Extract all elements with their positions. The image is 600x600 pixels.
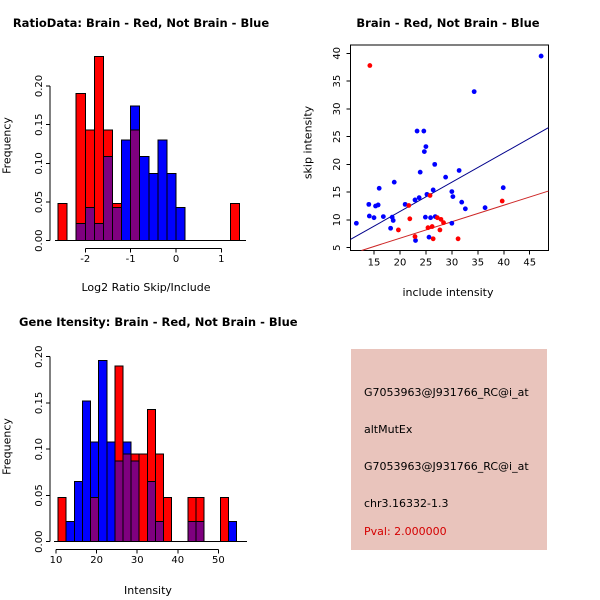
svg-text:20: 20 — [332, 158, 343, 171]
scatter-xlabel: include intensity — [402, 286, 494, 299]
svg-text:20: 20 — [90, 555, 103, 566]
svg-text:0: 0 — [172, 254, 180, 265]
svg-text:0.05: 0.05 — [34, 484, 45, 507]
svg-text:1: 1 — [218, 254, 225, 265]
svg-text:50: 50 — [212, 555, 225, 566]
intensity-histogram-ylabel: Frequency — [0, 418, 14, 475]
svg-text:30: 30 — [332, 102, 343, 116]
svg-text:40: 40 — [171, 555, 185, 566]
svg-text:0.20: 0.20 — [34, 345, 45, 368]
info-panel — [351, 349, 547, 550]
svg-text:0.20: 0.20 — [34, 74, 45, 98]
svg-text:20: 20 — [393, 257, 407, 269]
svg-text:15: 15 — [332, 185, 343, 199]
svg-text:30: 30 — [445, 257, 459, 269]
svg-text:0.10: 0.10 — [34, 438, 45, 461]
locus-line: chr3.16332-1.3 — [364, 497, 449, 510]
scatter-ylabel: skip intensity — [301, 105, 315, 180]
svg-text:-1: -1 — [125, 254, 136, 265]
svg-text:35: 35 — [471, 257, 485, 269]
svg-text:0.05: 0.05 — [34, 190, 45, 214]
svg-text:30: 30 — [130, 555, 144, 566]
svg-text:0.15: 0.15 — [34, 391, 45, 415]
svg-text:10: 10 — [332, 213, 343, 227]
svg-text:-2: -2 — [80, 254, 91, 265]
svg-text:15: 15 — [367, 257, 381, 269]
svg-text:40: 40 — [497, 257, 511, 269]
intensity-histogram-xlabel: Intensity — [124, 584, 172, 597]
pval-line: Pval: 2.000000 — [364, 525, 447, 538]
scatter-title: Brain - Red, Not Brain - Blue — [356, 16, 540, 30]
ratio-histogram-title: RatioData: Brain - Red, Not Brain - Blue — [12, 16, 270, 30]
ratio-histogram-xlabel: Log2 Ratio Skip/Include — [81, 281, 211, 294]
svg-text:10: 10 — [49, 555, 63, 566]
event-type-line: altMutEx — [364, 423, 413, 436]
probe-id-line-2: G7053963@J931766_RC@i_at — [364, 460, 529, 473]
svg-text:0.10: 0.10 — [34, 152, 45, 175]
svg-text:45: 45 — [523, 257, 537, 269]
svg-text:25: 25 — [332, 130, 343, 143]
svg-text:0.00: 0.00 — [34, 530, 45, 553]
intensity-histogram-title: Gene Itensity: Brain - Red, Not Brain - Blue — [19, 315, 298, 329]
svg-text:0.00: 0.00 — [34, 229, 45, 252]
svg-text:35: 35 — [332, 74, 343, 88]
svg-text:25: 25 — [419, 257, 433, 269]
svg-text:0.15: 0.15 — [34, 113, 45, 136]
svg-text:40: 40 — [332, 46, 343, 60]
probe-id-line: G7053963@J931766_RC@i_at — [364, 386, 529, 399]
svg-text:5: 5 — [332, 244, 343, 251]
ratio-histogram-ylabel: Frequency — [0, 117, 14, 174]
